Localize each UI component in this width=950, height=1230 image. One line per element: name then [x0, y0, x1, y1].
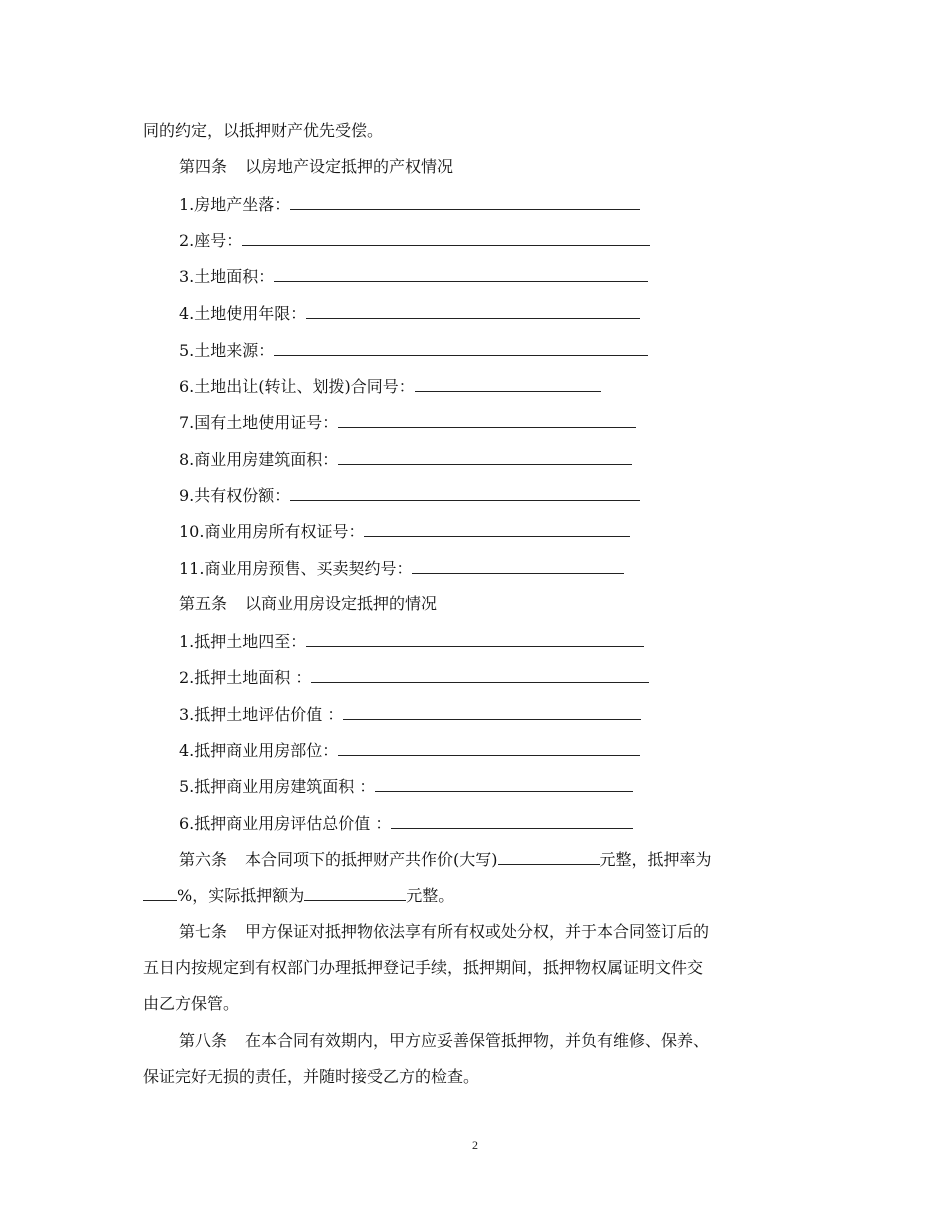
form-field-row: [179, 266, 648, 287]
article-6-line-2: [143, 885, 454, 906]
fill-in-blank[interactable]: [306, 303, 640, 319]
form-field-row: [179, 230, 650, 251]
fill-in-blank[interactable]: [364, 521, 630, 537]
form-field-row: [179, 813, 633, 834]
fill-in-blank[interactable]: [290, 485, 640, 501]
field-label: 1.抵押土地四至：: [179, 632, 307, 651]
fill-in-blank[interactable]: [143, 885, 177, 901]
page-number: 2: [472, 1138, 478, 1152]
field-label: 3.抵押土地评估价值 ：: [179, 705, 344, 724]
article-5-heading: [179, 594, 437, 614]
fill-in-blank[interactable]: [274, 340, 648, 356]
text: 同的约定，以抵押财产优先受偿。: [143, 121, 384, 140]
fill-in-blank[interactable]: [338, 740, 640, 756]
fill-in-blank[interactable]: [274, 266, 648, 282]
text: 元整。: [406, 886, 455, 905]
paragraph-line: [143, 121, 383, 141]
fill-in-blank[interactable]: [412, 558, 624, 574]
field-label: 4.土地使用年限：: [179, 304, 307, 323]
form-field-row: [179, 412, 636, 433]
article-label: 第四条: [179, 157, 228, 176]
text: 由乙方保管。: [143, 994, 240, 1013]
article-label: 第八条: [179, 1031, 228, 1050]
fill-in-blank[interactable]: [242, 230, 650, 246]
field-label: 6.土地出让(转让、划拨)合同号：: [179, 377, 415, 396]
article-title: 以房地产设定抵押的产权情况: [245, 157, 454, 176]
fill-in-blank[interactable]: [290, 194, 640, 210]
form-field-row: [179, 194, 640, 215]
form-field-row: [179, 740, 640, 761]
field-label: 2.抵押土地面积 ：: [179, 668, 312, 687]
form-field-row: [179, 340, 648, 361]
field-label: 6.抵押商业用房评估总价值 ：: [179, 814, 392, 833]
article-8-line-1: [179, 1031, 709, 1051]
field-label: 9.共有权份额：: [179, 486, 291, 505]
fill-in-blank[interactable]: [415, 376, 601, 392]
form-field-row: [179, 521, 630, 542]
form-field-row: [179, 485, 640, 506]
fill-in-blank[interactable]: [343, 704, 641, 720]
fill-in-blank[interactable]: [391, 813, 633, 829]
field-label: 5.抵押商业用房建筑面积 ：: [179, 777, 376, 796]
field-label: 3.土地面积：: [179, 267, 275, 286]
text: 保证完好无损的责任，并随时接受乙方的检查。: [143, 1067, 480, 1086]
form-field-row: [179, 449, 632, 470]
form-field-row: [179, 704, 641, 725]
form-field-row: [179, 303, 640, 324]
field-label: 1.房地产坐落：: [179, 195, 291, 214]
field-label: 10.商业用房所有权证号：: [179, 522, 365, 541]
fill-in-blank[interactable]: [498, 849, 600, 865]
form-field-row: [179, 376, 601, 397]
article-4-heading: [179, 157, 453, 177]
field-label: 8.商业用房建筑面积：: [179, 450, 339, 469]
field-label: 2.座号：: [179, 231, 243, 250]
fill-in-blank[interactable]: [338, 412, 636, 428]
article-title: 以商业用房设定抵押的情况: [245, 594, 438, 613]
field-label: 11.商业用房预售、买卖契约号：: [179, 559, 413, 578]
article-8-line-2: [143, 1067, 479, 1087]
fill-in-blank[interactable]: [375, 776, 633, 792]
form-field-row: [179, 558, 624, 579]
text: %，实际抵押额为: [177, 886, 305, 905]
article-7-line-2: [143, 958, 703, 978]
form-field-row: [179, 631, 644, 652]
field-label: 5.土地来源：: [179, 341, 275, 360]
fill-in-blank[interactable]: [338, 449, 632, 465]
article-7-line-3: [143, 994, 239, 1014]
fill-in-blank[interactable]: [306, 631, 644, 647]
field-label: 4.抵押商业用房部位：: [179, 741, 339, 760]
article-6-line-1: [179, 849, 712, 870]
form-field-row: [179, 776, 633, 797]
article-label: 第六条: [179, 850, 228, 869]
fill-in-blank[interactable]: [311, 667, 649, 683]
text: 甲方保证对抵押物依法享有所有权或处分权，并于本合同签订后的: [245, 922, 710, 941]
text: 本合同项下的抵押财产共作价(大写): [245, 850, 498, 869]
article-7-line-1: [179, 922, 709, 942]
field-label: 7.国有土地使用证号：: [179, 413, 339, 432]
fill-in-blank[interactable]: [304, 885, 406, 901]
form-field-row: [179, 667, 649, 688]
text: 元整，抵押率为: [599, 850, 712, 869]
text: 在本合同有效期内，甲方应妥善保管抵押物，并负有维修、保养、: [245, 1031, 710, 1050]
text: 五日内按规定到有权部门办理抵押登记手续，抵押期间，抵押物权属证明文件交: [143, 958, 704, 977]
article-label: 第五条: [179, 594, 228, 613]
article-label: 第七条: [179, 922, 228, 941]
